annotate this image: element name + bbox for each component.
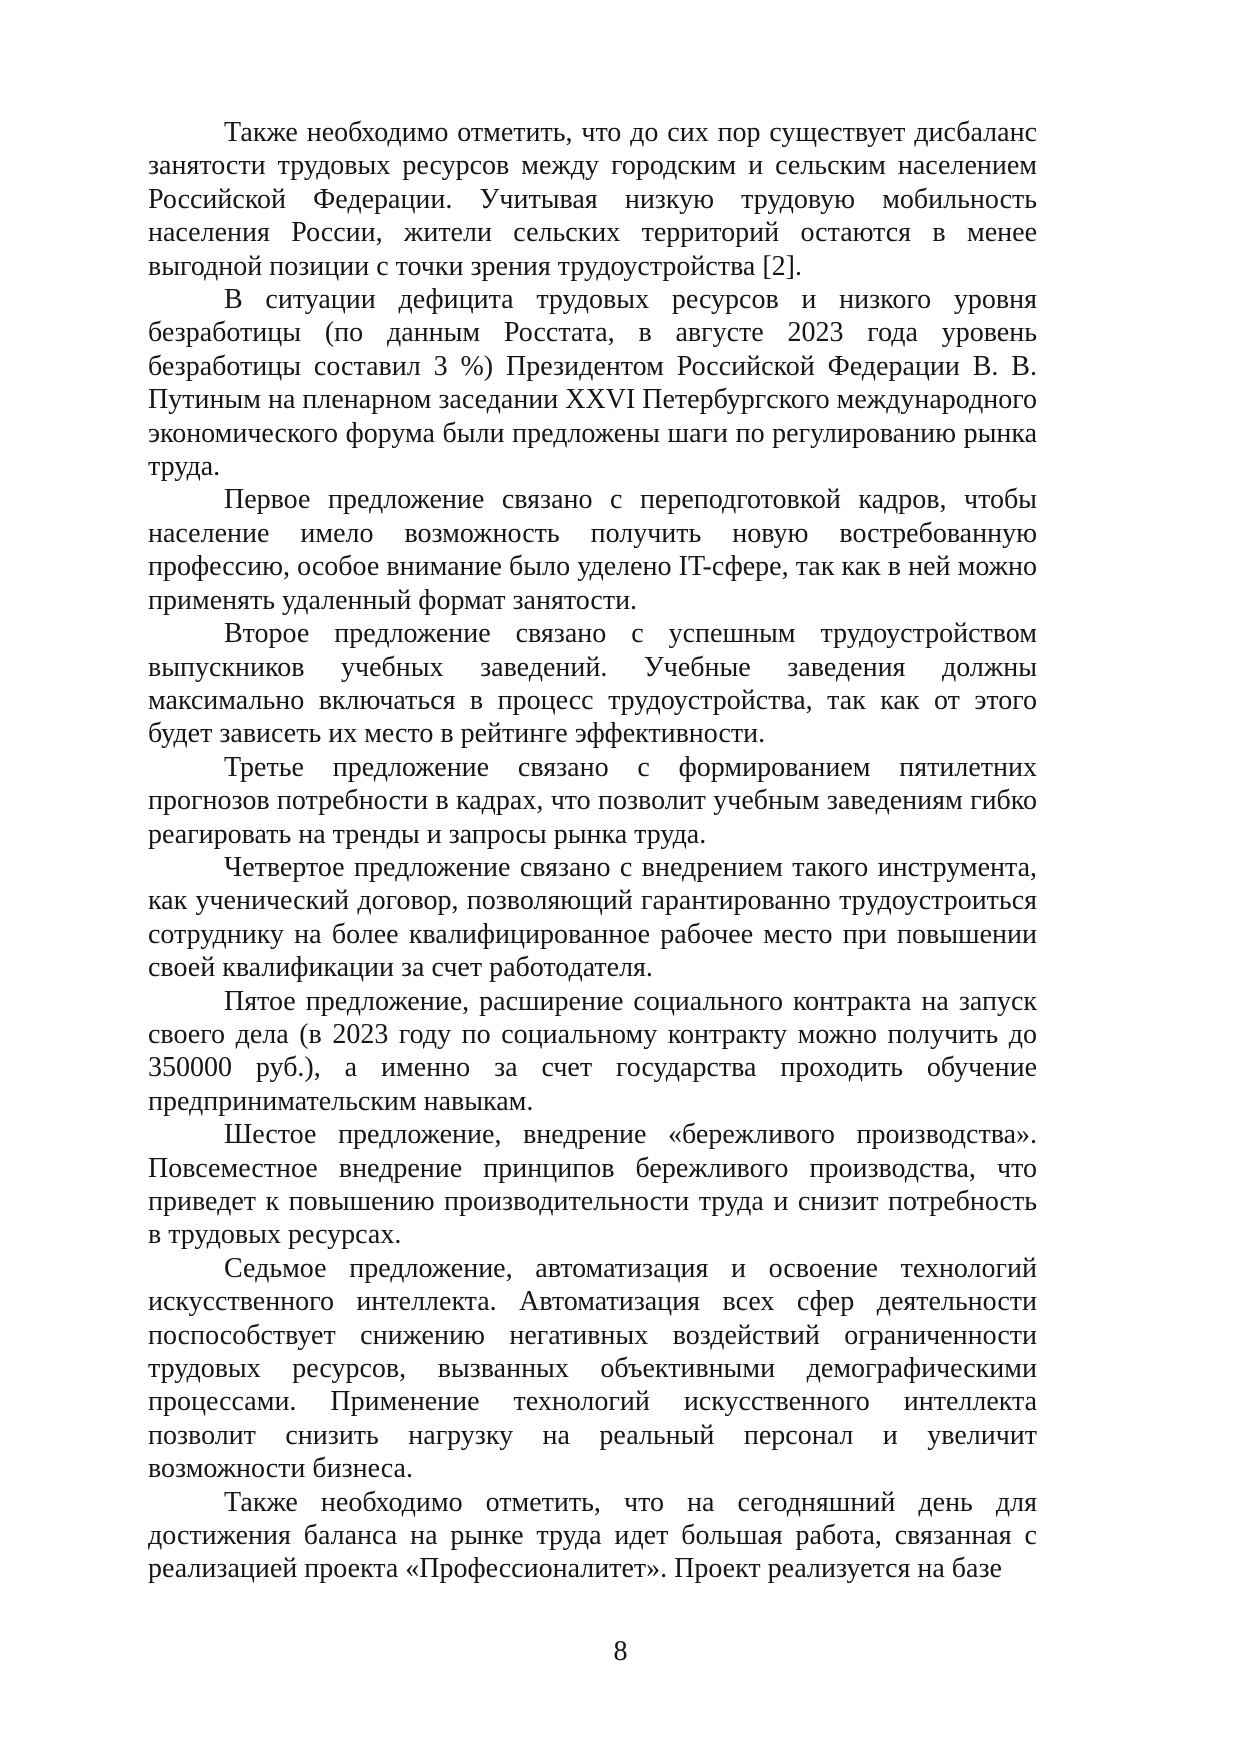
- paragraph-7: Пятое предложение, расширение социального контракта на запуск своего дела (в 2023 году по социальному контракту можно получить до 350000 руб.), а именно за счет государства проходить обучение предпринимательским навыкам.: [148, 985, 1037, 1117]
- paragraph-6: Четвертое предложение связано с внедрением такого инструмента, как ученический договор, позволяющий гарантированно трудоустроиться сотруднику на более квалифицированное рабочее место при повышении своей квалификации за счет работодателя.: [148, 851, 1037, 984]
- paragraph-3: Первое предложение связано с переподготовкой кадров, чтобы население имело возможность получить новую востребованную профессию, особое внимание было уделено IT-сфере, так как в ней можно применять удаленный формат занятости.: [148, 484, 1037, 616]
- page-number: 8: [613, 1636, 628, 1667]
- paragraph-8: Шестое предложение, внедрение «бережливого производства». Повсеместное внедрение принципов бережливого производства, что приведет к повышению производительности труда и снизит потребность в трудовых ресурсах.: [148, 1119, 1037, 1251]
- paragraph-1: Также необходимо отметить, что до сих пор существует дисбаланс занятости трудовых ресурсов между городским и сельским населением Российской Федерации. Учитывая низкую трудовую мобильность населения России, жители сельских территорий остаются в менее выгодной позиции с точки зрения трудоустройства [2].: [148, 117, 1037, 282]
- body-text: [148, 116, 1037, 1586]
- paragraph-5: Третье предложение связано с формированием пятилетних прогнозов потребности в кадрах, что позволит учебным заведениям гибко реагировать на тренды и запросы рынка труда.: [148, 751, 1037, 850]
- paragraph-10: Также необходимо отметить, что на сегодняшний день для достижения баланса на рынке труда идет большая работа, связанная с реализацией проекта «Профессионалитет». Проект реализуется на базе: [148, 1486, 1037, 1585]
- paragraph-9: Седьмое предложение, автоматизация и освоение технологий искусственного интеллекта. Автоматизация всех сфер деятельности поспособствует снижению негативных воздействий ограниченности трудовых ресурсов, вызванных объективными демографическими процессами. Применение технологий искусственного интеллекта позволит снизить нагрузку на реальный персонал и увеличит возможности бизнеса.: [148, 1252, 1037, 1485]
- paragraph-2: В ситуации дефицита трудовых ресурсов и низкого уровня безработицы (по данным Росстата, в августе 2023 года уровень безработицы составил 3 %) Президентом Российской Федерации В. В. Путиным на пленарном заседании XXVI Петербургского международного экономического форума были предложены шаги по регулированию рынка труда.: [148, 284, 1037, 483]
- paragraph-4: Второе предложение связано с успешным трудоустройством выпускников учебных заведений. Учебные заведения должны максимально включаться в процесс трудоустройства, так как от этого будет зависеть их место в рейтинге эффективности.: [148, 618, 1037, 750]
